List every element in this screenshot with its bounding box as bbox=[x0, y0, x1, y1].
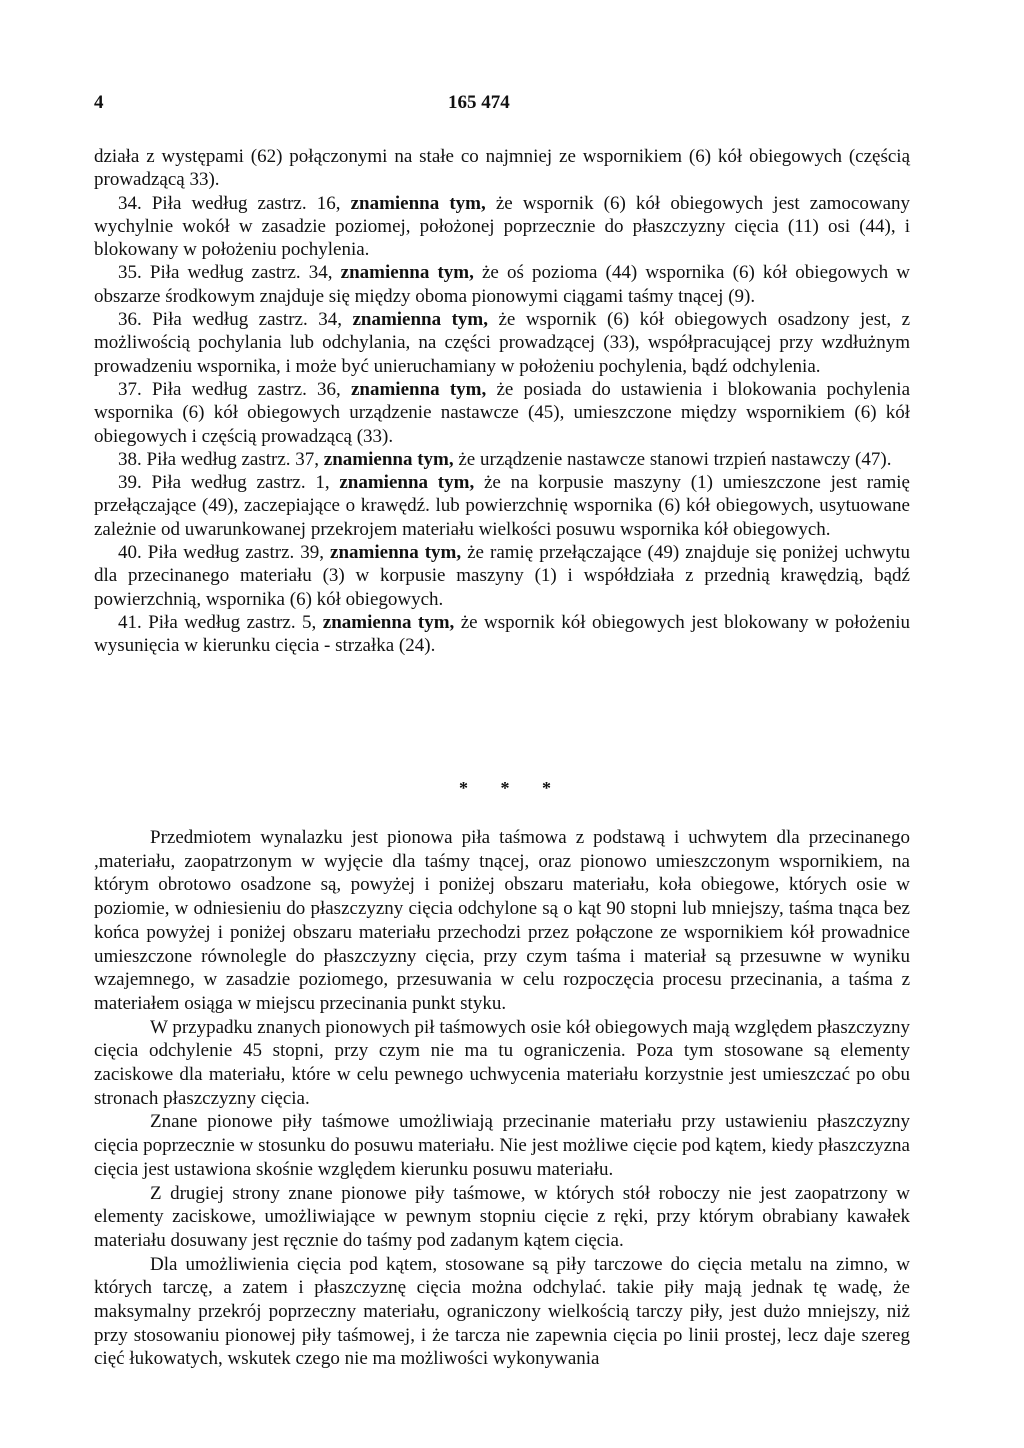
claims-section bbox=[94, 145, 910, 658]
section-separator: * * * bbox=[459, 778, 565, 798]
claim-text: że ramię przełączające (49) znajduje się poniżej uchwytu dla przecinanego materiału (3) w korpusie maszyny (1) i współdziała z przednią krawędzią, bądź powierzchnią, wspornika (6) kół obiegowych. bbox=[94, 542, 910, 610]
description-paragraph: W przypadku znanych pionowych pił taśmowych osie kół obiegowych mają względem płaszczyzny cięcia odchylenie 45 stopni, przy czym nie ma tu ograniczenia. Poza tym stosowane są elementy zaciskowe dla materiału, które w celu pewnego uchwycenia materiału korzystnie jest umieszczać po obu stronach płaszczyzny cięcia. bbox=[94, 1016, 910, 1109]
claim-keyword: znamienna tym, bbox=[340, 262, 474, 284]
claim-prefix: 36. Piła według zastrz. 34, bbox=[118, 309, 342, 331]
claim-keyword: znamienna tym, bbox=[350, 192, 486, 214]
claim-keyword: znamienna tym, bbox=[322, 611, 455, 633]
claim-text: że posiada do ustawienia i blokowania pochylenia wspornika (6) kół obiegowych urządzenie nastawcze (45), umieszczone między wspornikiem (6) kół obiegowych i częścią prowadzącą (33). bbox=[94, 378, 910, 447]
claim-continuation: działa z występami (62) połączonymi na stałe co najmniej ze wspornikiem (6) kół obiegowych (częścią prowadzącą 33). bbox=[94, 146, 910, 191]
claim-35 bbox=[94, 261, 910, 308]
patent-number: 165 474 bbox=[448, 92, 510, 113]
claim-37 bbox=[94, 378, 910, 448]
claim-38 bbox=[94, 448, 910, 471]
page-number: 4 bbox=[94, 92, 104, 113]
claim-39 bbox=[94, 471, 910, 541]
claim-keyword: znamienna tym, bbox=[350, 378, 487, 400]
description-paragraph: Przedmiotem wynalazku jest pionowa piła taśmowa z podstawą i uchwytem dla przecinanego ,materiału, zaopatrzonym w wyjęcie dla taśmy tnącej, oraz pionowo umieszczonym wspornikiem, na którym obrotowo osadzone są, powyżej i poniżej obszaru materiału, koła obiegowe, których osie w poziomie, w odniesieniu do płaszczyzny cięcia odchylone są o kąt 90 stopni lub mniejszy, taśma tnąca bez końca powyżej i poniżej obszaru materiału przechodzi przez połączone ze wspornikiem kół prowadnice umieszczone równolegle do płaszczyzny cięcia, przy czym taśma i materiał są przesuwne w wyniku wzajemnego, w zasadzie poziomego, przesuwania w celu rozpoczęcia procesu przecinania, a taśma z materiałem osiąga w miejscu przecinania punkt styku. bbox=[94, 827, 910, 1014]
claim-prefix: 34. Piła według zastrz. 16, bbox=[118, 192, 341, 214]
claim-prefix: 38. Piła według zastrz. 37, bbox=[118, 448, 320, 470]
claim-text: że wspornik kół obiegowych jest blokowany w położeniu wysunięcia w kierunku cięcia - strzałka (24). bbox=[94, 611, 911, 657]
claim-prefix: 39. Piła według zastrz. 1, bbox=[118, 472, 330, 494]
claim-text: że oś pozioma (44) wspornika (6) kół obiegowych w obszarze środkowym znajduje się między oboma pionowymi ciągami taśmy tnącej (9). bbox=[94, 262, 911, 307]
claim-41 bbox=[94, 611, 910, 658]
claim-text: że na korpusie maszyny (1) umieszczone jest ramię przełączające (49), zaczepiające o krawędź. lub powierzchnię wspornika (6) kół obiegowych, usytuowane zależnie od uwarunkowanej przekrojem materiału wielkości posuwu wspornika kół obiegowych. bbox=[94, 472, 910, 540]
claim-36 bbox=[94, 308, 910, 378]
description-section bbox=[94, 826, 910, 1371]
claim-prefix: 41. Piła według zastrz. 5, bbox=[118, 611, 317, 633]
claim-prefix: 35. Piła według zastrz. 34, bbox=[118, 262, 333, 284]
claim-prefix: 40. Piła według zastrz. 39, bbox=[118, 542, 325, 564]
claim-40 bbox=[94, 541, 910, 611]
claim-keyword: znamienna tym, bbox=[330, 542, 462, 564]
description-paragraph: Znane pionowe piły taśmowe umożliwiają przecinanie materiału przy ustawieniu płaszczyzny cięcia poprzecznie w stosunku do posuwu materiału. Nie jest możliwe cięcie pod kątem, kiedy płaszczyzna cięcia jest ustawiona skośnie względem kierunku posuwu materiału. bbox=[94, 1111, 910, 1180]
claim-text: że wspornik (6) kół obiegowych jest zamocowany wychylnie wokół w zasadzie poziomej, położonej poprzecznie do płaszczyzny cięcia (11) osi (44), i blokowany w położeniu pochylenia. bbox=[94, 192, 911, 261]
claim-text: że wspornik (6) kół obiegowych osadzony jest, z możliwością pochylania lub odchylania, na części prowadzącej (33), współpracującej przy wzdłużnym prowadzeniu wspornika, i może być unieruchamiany w położeniu pochylenia, bądź odchylenia. bbox=[94, 309, 911, 377]
description-paragraph: Z drugiej strony znane pionowe piły taśmowe, w których stół roboczy nie jest zaopatrzony w elementy zaciskowe, umożliwiające w pewnym stopniu cięcie z ręki, przy którym obrabiany kawałek materiału dosuwany jest ręcznie do taśmy pod zadanym kątem cięcia. bbox=[94, 1182, 910, 1251]
description-paragraph: Dla umożliwienia cięcia pod kątem, stosowane są piły tarczowe do cięcia metalu na zimno, w których tarczę, a zatem i płaszczyznę cięcia można odchylać. takie piły mają jednak tę wadę, że maksymalny przekrój poprzeczny materiału, ograniczony wielkością tarczy piły, jest dużo mniejszy, niż przy stosowaniu pionowej piły taśmowej, i że tarcza nie zapewnia cięcia po linii prostej, lecz daje szereg cięć łukowatych, wskutek czego nie ma możliwości wykonywania bbox=[94, 1253, 910, 1370]
claim-keyword: znamienna tym, bbox=[352, 309, 488, 331]
claim-keyword: znamienna tym, bbox=[339, 472, 475, 494]
claim-keyword: znamienna tym, bbox=[323, 448, 454, 470]
claim-text: że urządzenie nastawcze stanowi trzpień nastawczy (47). bbox=[458, 448, 892, 470]
claim-34 bbox=[94, 192, 910, 262]
claim-prefix: 37. Piła według zastrz. 36, bbox=[118, 378, 341, 400]
